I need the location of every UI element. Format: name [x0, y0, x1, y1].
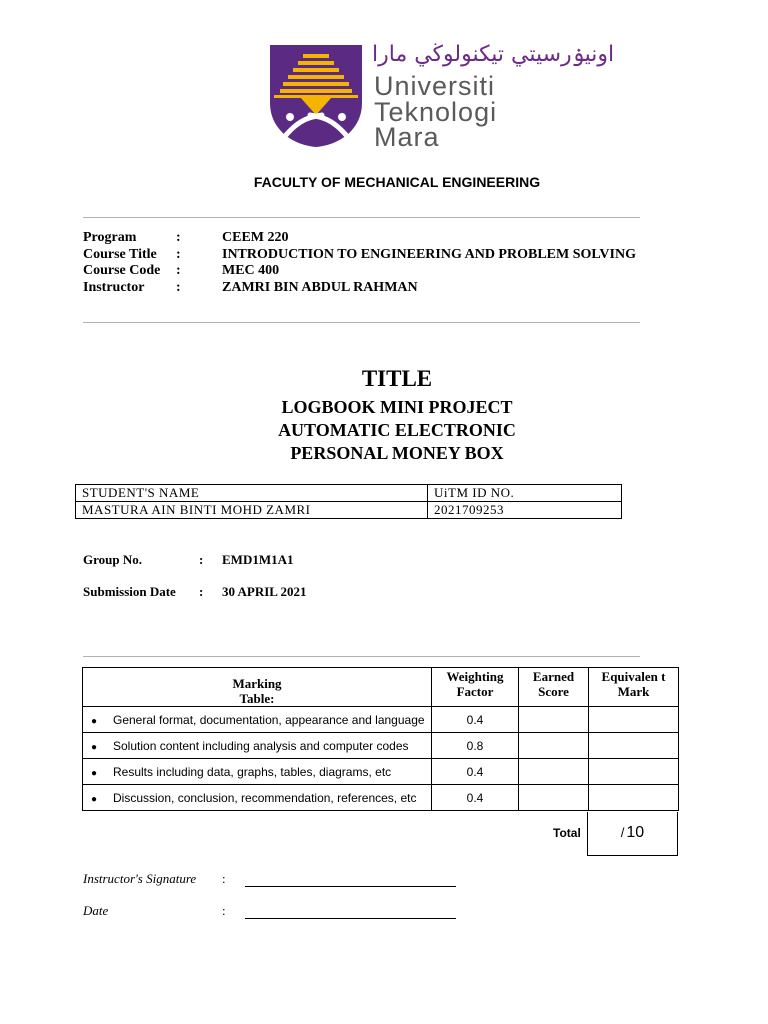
instructor-label: Instructor: [83, 280, 145, 295]
project-title-line-3: PERSONAL MONEY BOX: [290, 443, 504, 463]
criterion-text: Discussion, conclusion, recommendation, references, etc: [113, 790, 417, 805]
signature-label: Instructor's Signature: [83, 871, 197, 886]
student-id-value: 2021709253: [428, 502, 622, 519]
marking-table: [82, 667, 679, 811]
colon: :: [176, 263, 181, 278]
equivalent-mark-cell: [589, 733, 679, 759]
criterion-cell: [83, 733, 432, 759]
weight-cell: 0.8: [432, 733, 519, 759]
criterion-cell: [83, 759, 432, 785]
colon: :: [176, 230, 181, 245]
marking-table-header: [83, 668, 432, 707]
earned-score-cell: [519, 707, 589, 733]
date-line: [245, 918, 456, 919]
colon: :: [222, 903, 226, 918]
table-row: [83, 707, 679, 733]
colon: :: [199, 552, 204, 567]
faculty-heading: FACULTY OF MECHANICAL ENGINEERING: [253, 174, 541, 190]
earned-score-header: [519, 668, 589, 707]
student-name-value: MASTURA AIN BINTI MOHD ZAMRI: [76, 502, 428, 519]
earned-score-cell: [519, 759, 589, 785]
table-row: [83, 733, 679, 759]
course-code-value: MEC 400: [222, 263, 280, 278]
weight-cell: 0.4: [432, 785, 519, 811]
colon: :: [176, 280, 181, 295]
total-max: 10: [626, 824, 645, 841]
course-title-value: INTRODUCTION TO ENGINEERING AND PROBLEM SOLVING: [222, 247, 636, 262]
colon: :: [176, 247, 181, 262]
total-box: [587, 812, 678, 856]
table-header-row: [83, 668, 679, 707]
divider: [83, 322, 640, 323]
course-code-label: Course Code: [83, 263, 161, 278]
course-title-label: Course Title: [83, 247, 157, 262]
instructor-value: ZAMRI BIN ABDUL RAHMAN: [222, 280, 418, 295]
weight-cell: 0.4: [432, 759, 519, 785]
student-table: [75, 484, 622, 519]
equivalent-mark-cell: [589, 759, 679, 785]
submission-value: 30 APRIL 2021: [222, 584, 307, 599]
signature-line: [245, 886, 456, 887]
weighting-factor-header: [432, 668, 519, 707]
project-title-line-1: LOGBOOK MINI PROJECT: [281, 397, 513, 417]
bullet-icon: ●: [91, 741, 98, 753]
program-value: CEEM 220: [222, 230, 289, 245]
table-row: [76, 502, 622, 519]
weighting-factor-header-text: Weighting Factor: [446, 669, 504, 699]
group-label: Group No.: [83, 552, 142, 567]
criterion-text: Solution content including analysis and computer codes: [113, 738, 409, 753]
earned-score-cell: [519, 785, 589, 811]
total-slash: /: [620, 825, 625, 840]
title-heading: TITLE: [361, 366, 433, 391]
total-value: [588, 824, 677, 842]
colon: :: [199, 584, 204, 599]
equivalent-mark-cell: [589, 785, 679, 811]
criterion-cell: [83, 785, 432, 811]
total-label: Total: [553, 826, 581, 840]
bullet-icon: ●: [91, 715, 98, 727]
table-row: [83, 785, 679, 811]
logo-jawi-text: اونيۏرسيتي تيكنولوڬي مارا: [372, 42, 615, 67]
colon: :: [222, 871, 226, 886]
date-label: Date: [83, 903, 109, 918]
equivalent-mark-cell: [589, 707, 679, 733]
logo-word-teknologi: Teknologi: [374, 97, 498, 127]
equivalent-mark-header-text: Equivalen t Mark: [601, 669, 666, 699]
earned-score-header-text: Earned Score: [532, 669, 575, 699]
project-title-line-2: AUTOMATIC ELECTRONIC: [278, 420, 516, 440]
uitm-emblem-logo: [270, 45, 362, 152]
weight-cell: 0.4: [432, 707, 519, 733]
table-row: [76, 485, 622, 502]
student-id-header: UiTM ID NO.: [428, 485, 622, 502]
logo-word-mara: Mara: [374, 122, 440, 152]
group-value: EMD1M1A1: [222, 552, 294, 567]
table-row: [83, 759, 679, 785]
bullet-icon: ●: [91, 793, 98, 805]
divider: [83, 656, 640, 657]
bullet-icon: ●: [91, 767, 98, 779]
criterion-text: General format, documentation, appearance and language: [113, 712, 425, 727]
equivalent-mark-header: [589, 668, 679, 707]
criterion-text: Results including data, graphs, tables, diagrams, etc: [113, 764, 392, 779]
program-label: Program: [83, 230, 137, 245]
submission-label: Submission Date: [83, 584, 176, 599]
logo-word-universiti: Universiti: [374, 71, 496, 101]
earned-score-cell: [519, 733, 589, 759]
marking-table-header-text: Marking Table:: [232, 676, 282, 706]
divider: [83, 217, 640, 218]
student-name-header: STUDENT'S NAME: [76, 485, 428, 502]
criterion-cell: [83, 707, 432, 733]
